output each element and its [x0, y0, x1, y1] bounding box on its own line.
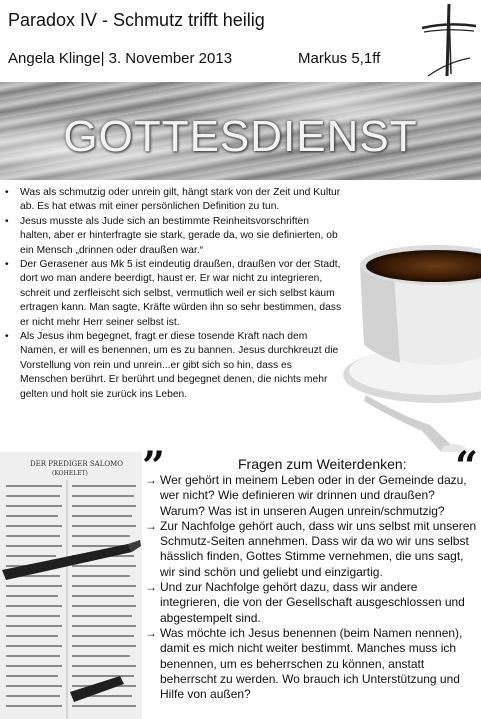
author-date: Angela Klinge| 3. November 2013 [8, 50, 233, 67]
scripture-reference: Markus 5,1ff [298, 50, 381, 67]
list-item: • Der Gerasener aus Mk 5 ist eindeutig draußen, draußen vor der Stadt, dort wo man andere beerdigt, haust er. Er war nicht zu integrieren, schreit und zerfleischt sich selbst, vermutlich weil er sich selbst kaum ertragen kann. Man sagte, Kräfte würden ihn so sehr bestimmen, dass er nicht mehr Herr seiner selbst ist. [2, 258, 342, 330]
open-quote-icon: ” [142, 443, 166, 490]
list-item: • Was als schmutzig oder unrein gilt, hängt stark von der Zeit und Kultur ab. Es hat etwas mit einer persönlichen Definition zu tun. [2, 186, 342, 215]
list-item: → Zur Nachfolge gehört auch, dass wir uns selbst mit unseren Schmutz-Seiten annehmen. Dass wir da wo wir uns selbst hässlich finden, Gottes Stimme vernehmen, die uns sagt, wir sind schön und geliebt und einzigartig. [145, 519, 479, 580]
list-item: → Und zur Nachfolge gehört dazu, dass wir andere integrieren, die von der Gesellschaft ausgeschlossen und abgestempelt sind. [145, 580, 479, 626]
bible-heading: DER PREDIGER SALOMO [30, 460, 124, 468]
list-item: • Als Jesus ihm begegnet, fragt er diese tosende Kraft nach dem Namen, er will es benennen, um es zu bannen. Jesus durchkreuzt die Vorstellung von rein und unrein...er gibt sich so hin, dass es Menschen berührt. Er berührt und begegnet denen, die nichts mehr gelten und holt sie zurück ins Leben. [2, 330, 342, 402]
coffee-cup-image [340, 225, 481, 465]
list-item: • Jesus musste als Jude sich an bestimmte Reinheitsvorschriften halten, aber er hinterfragte sie stark, gerade da, wo sie definierten, ob ein Mensch „drinnen oder draußen war.“ [2, 215, 342, 258]
questions-list [145, 473, 479, 702]
intro-bullet-list [2, 186, 342, 402]
questions-title: Fragen zum Weiterdenken: [238, 456, 407, 472]
open-bible-image [0, 452, 142, 719]
cross-icon [418, 2, 478, 78]
list-item: → Was möchte ich Jesus benennen (beim Namen nennen), damit es mich nicht weiter bestimmt. Manches muss ich benennen, um es beherrschen zu können, anstatt beherrscht zu werden. Wo brauch ich Unterstützung und Hilfe von außen? [145, 626, 479, 702]
banner-title: GOTTESDIENST [63, 112, 418, 161]
close-quote-icon: “ [455, 443, 479, 490]
bible-subheading: (KOHELET) [52, 470, 88, 477]
list-item: → Wer gehört in meinem Leben oder in der Gemeinde dazu, wer nicht? Wie definieren wir drinnen und draußen? Warum? Was ist in unseren Augen unrein/schmutzig? [145, 473, 479, 519]
banner-image [0, 82, 481, 180]
page-title: Paradox IV - Schmutz trifft heilig [8, 10, 265, 30]
